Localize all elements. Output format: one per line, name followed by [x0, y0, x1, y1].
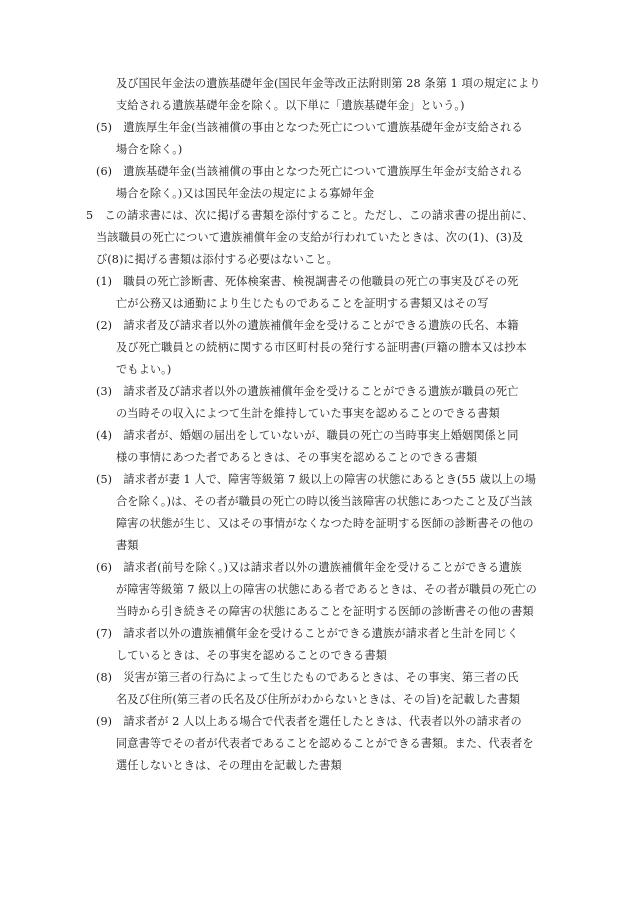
- text-line: 選任しないときは、その理由を記載した書類: [116, 759, 342, 772]
- text-line: (1) 職員の死亡診断書、死体検案書、検視調書その他職員の死亡の事実及びその死: [96, 275, 519, 288]
- text-line: 及び国民年金法の遺族基礎年金(国民年金等改正法附則第 28 条第 1 項の規定により: [116, 77, 541, 90]
- text-line: が障害等級第 7 級以上の障害の状態にある者であるときは、その者が職員の死亡の: [116, 583, 537, 596]
- text-line: でもよい。): [116, 363, 172, 376]
- text-line: (9) 請求者が 2 人以上ある場合で代表者を選任したときは、代表者以外の請求者の: [96, 715, 522, 728]
- text-line: 合を除く。)は、その者が職員の死亡の時以後当該障害の状態にあつたこと及び当該: [116, 495, 533, 508]
- text-line: 及び死亡職員との続柄に関する市区町村長の発行する証明書(戸籍の謄本又は抄本: [116, 341, 527, 354]
- text-line: 当該職員の死亡について遺族補償年金の支給が行われていたときは、次の(1)、(3)及: [96, 231, 524, 244]
- text-line: 5 この請求書には、次に掲げる書類を添付すること。ただし、この請求書の提出前に、: [86, 209, 534, 222]
- text-line: 同意書等でその者が代表者であることを認めることができる書類。また、代表者を: [116, 737, 534, 750]
- text-line: (7) 請求者以外の遺族補償年金を受けることができる遺族が請求者と生計を同じく: [96, 627, 519, 640]
- text-line: (3) 請求者及び請求者以外の遺族補償年金を受けることができる遺族が職員の死亡: [96, 385, 519, 398]
- text-line: (4) 請求者が、婚姻の届出をしていないが、職員の死亡の当時事実上婚姻関係と同: [96, 429, 519, 442]
- text-line: (8) 災害が第三者の行為によって生じたものであるときは、その事実、第三者の氏: [96, 671, 519, 684]
- text-line: (2) 請求者及び請求者以外の遺族補償年金を受けることができる遺族の氏名、本籍: [96, 319, 519, 332]
- text-line: の当時その収入によつて生計を維持していた事実を認めることのできる書類: [116, 407, 500, 420]
- text-line: 支給される遺族基礎年金を除く。以下単に「遺族基礎年金」という。): [116, 99, 465, 112]
- text-line: 当時から引き続きその障害の状態にあることを証明する医師の診断書その他の書類: [116, 605, 534, 618]
- text-line: 様の事情にあつた者であるときは、その事実を認めることのできる書類: [116, 451, 478, 464]
- text-line: 場合を除く。): [116, 143, 183, 156]
- text-line: 場合を除く。)又は国民年金法の規定による寡婦年金: [116, 187, 375, 200]
- text-line: 名及び住所(第三者の氏名及び住所がわからないときは、その旨)を記載した書類: [116, 693, 520, 706]
- text-line: (6) 請求者(前号を除く。)又は請求者以外の遺族補償年金を受けることができる遺族: [96, 561, 522, 574]
- text-line: 書類: [116, 539, 139, 552]
- text-line: (6) 遺族基礎年金(当該補償の事由となつた死亡について遺族厚生年金が支給される: [96, 165, 523, 178]
- text-line: (5) 遺族厚生年金(当該補償の事由となつた死亡について遺族基礎年金が支給される: [96, 121, 523, 134]
- text-line: 亡が公務又は通勤により生じたものであることを証明する書類又はその写: [116, 297, 489, 310]
- text-line: び(8)に掲げる書類は添付する必要はないこと。: [96, 253, 338, 266]
- text-line: 障害の状態が生じ、又はその事情がなくなつた時を証明する医師の診断書その他の: [116, 517, 534, 530]
- text-line: しているときは、その事実を認めることのできる書類: [116, 649, 387, 662]
- text-line: (5) 請求者が妻 1 人で、障害等級第 7 級以上の障害の状態にあるとき(55 歳以上の場: [96, 473, 537, 486]
